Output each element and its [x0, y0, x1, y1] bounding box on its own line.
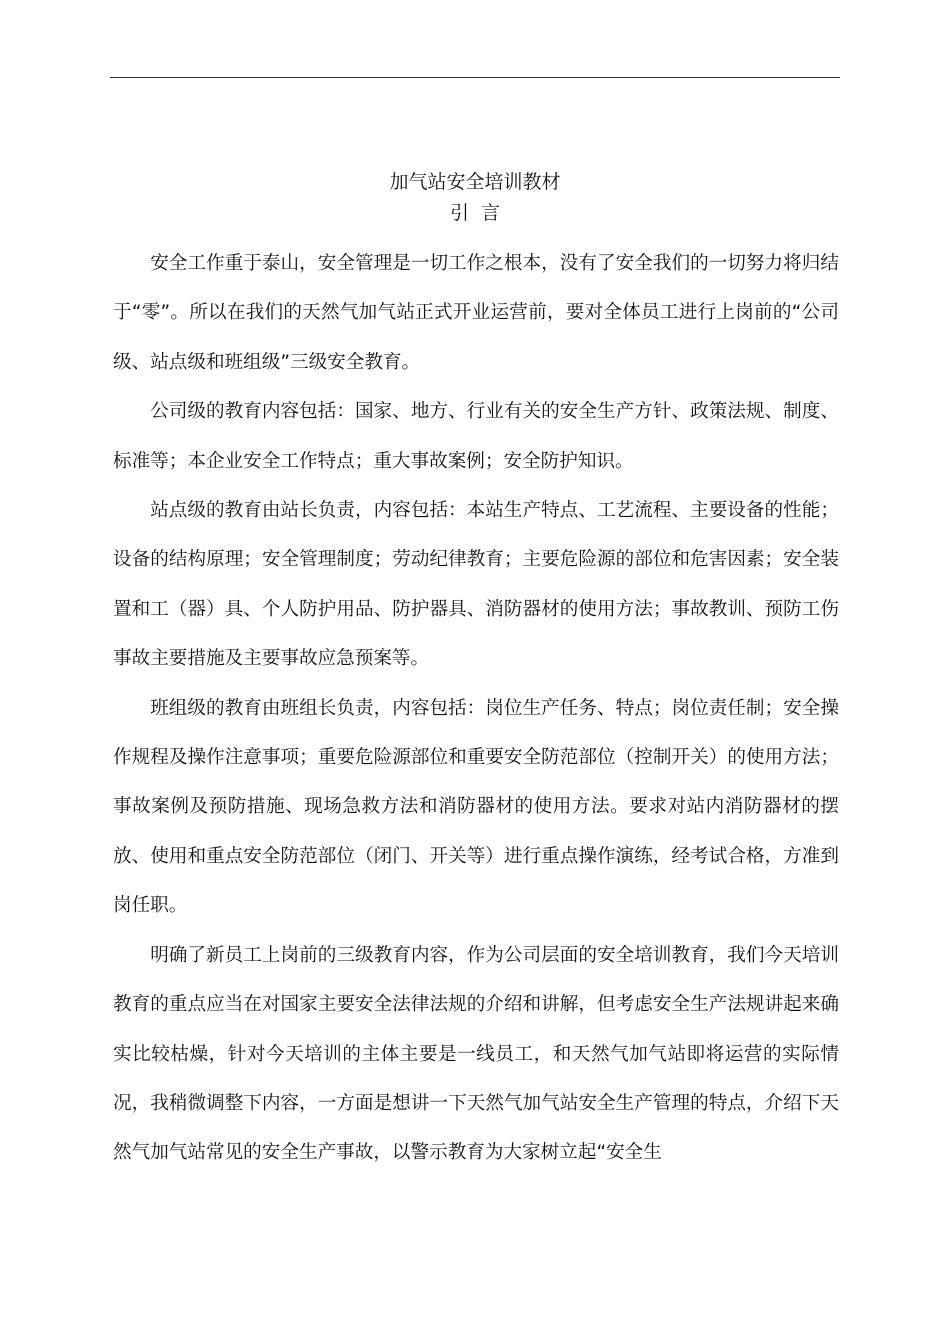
document-title: 加气站安全培训教材: [389, 171, 561, 193]
subtitle-char: 引: [449, 202, 469, 224]
paragraph-training-focus: 明确了新员工上岗前的三级教育内容，作为公司层面的安全培训教育，我们今天培训教育的重点应当在对国家主要安全法律法规的介绍和讲解，但考虑安全生产法规讲起来确实比较枯燥，针对今天培训的主体主要是一线员工，和天然气加气站即将运营的实际情况，我稍微调整下内容，一方面是想讲一下天然气加气站安全生产管理的特点，介绍下天然气加气站常见的安全生产事故，以警示教育为大家树立起“安全生: [113, 944, 839, 1164]
paragraph-company-level: 公司级的教育内容包括：国家、地方、行业有关的安全生产方针、政策法规、制度、标准等；本企业安全工作特点；重大事故案例；安全防护知识。: [113, 401, 839, 472]
subtitle-char: 言: [481, 202, 501, 224]
header-rule: [110, 77, 840, 78]
paragraph-station-level: 站点级的教育由站长负责，内容包括：本站生产特点、工艺流程、主要设备的性能；设备的结构原理；安全管理制度；劳动纪律教育；主要危险源的部位和危害因素；安全装置和工（器）具、个人防护用品、防护器具、消防器材的使用方法；事故教训、预防工伤事故主要措施及主要事故应急预案等。: [113, 500, 839, 670]
document-subtitle: [110, 200, 840, 226]
document-body: [113, 239, 839, 1178]
paragraph-team-level: 班组级的教育由班组长负责，内容包括：岗位生产任务、特点；岗位责任制；安全操作规程及操作注意事项；重要危险源部位和重要安全防范部位（控制开关）的使用方法；事故案例及预防措施、现场急救方法和消防器材的使用方法。要求对站内消防器材的摆放、使用和重点安全防范部位（闭门、开关等）进行重点操作演练，经考试合格，方准到岗任职。: [113, 697, 839, 917]
paragraph-intro: 安全工作重于泰山，安全管理是一切工作之根本，没有了安全我们的一切努力将归结于“零”。所以在我们的天然气加气站正式开业运营前，要对全体员工进行上岗前的“公司级、站点级和班组级”三级安全教育。: [113, 253, 839, 373]
